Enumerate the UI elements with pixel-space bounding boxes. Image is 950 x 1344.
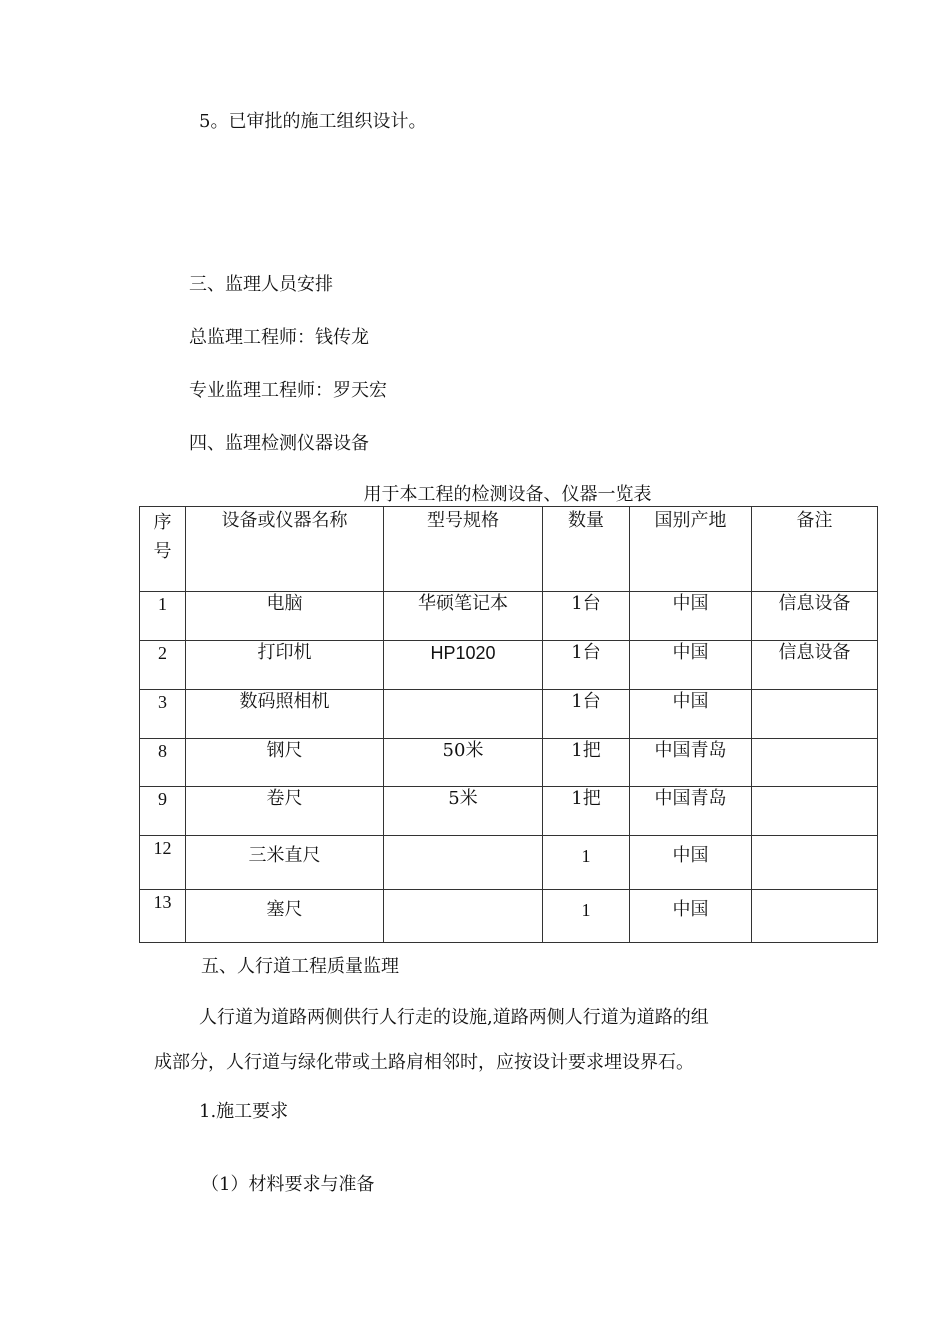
cell-name: 三米直尺 (186, 836, 384, 890)
paragraph-line-1: 人行道为道路两侧供行人行走的设施,道路两侧人行道为道路的组 (199, 1007, 709, 1028)
cell-origin: 中国 (630, 592, 752, 641)
header-origin: 国别产地 (630, 507, 752, 592)
cell-seq: 12 (140, 836, 186, 890)
cell-name: 电脑 (186, 592, 384, 641)
table-row (140, 641, 878, 690)
cell-seq: 9 (140, 787, 186, 836)
table-row (140, 739, 878, 787)
top-list-item: 5。已审批的施工组织设计。 (199, 111, 427, 132)
list-item-materials: （1）材料要求与准备 (201, 1174, 375, 1195)
cell-name: 打印机 (186, 641, 384, 690)
cell-seq: 8 (140, 739, 186, 787)
header-seq (140, 507, 186, 592)
equipment-table (139, 506, 878, 943)
cell-note (752, 739, 878, 787)
cell-qty: 1台 (543, 592, 630, 641)
cell-origin: 中国青岛 (630, 739, 752, 787)
cell-qty: 1把 (543, 787, 630, 836)
paragraph-line-2: 成部分，人行道与绿化带或土路肩相邻时，应按设计要求埋设界石。 (154, 1052, 694, 1073)
cell-origin: 中国 (630, 836, 752, 890)
cell-note (752, 787, 878, 836)
cell-model: 5米 (384, 787, 543, 836)
cell-origin: 中国 (630, 641, 752, 690)
cell-qty: 1台 (543, 641, 630, 690)
header-seq-line2: 号 (153, 540, 172, 562)
cell-origin: 中国 (630, 890, 752, 943)
table-row (140, 787, 878, 836)
table-caption: 用于本工程的检测设备、仪器一览表 (363, 484, 652, 505)
cell-seq: 1 (140, 592, 186, 641)
subheading-construction-requirements: 1.施工要求 (199, 1101, 289, 1122)
cell-name: 钢尺 (186, 739, 384, 787)
cell-model: 华硕笔记本 (384, 592, 543, 641)
table-header-row (140, 507, 878, 592)
cell-origin: 中国青岛 (630, 787, 752, 836)
cell-note (752, 890, 878, 943)
cell-note: 信息设备 (752, 592, 878, 641)
table-row (140, 690, 878, 739)
cell-model: HP1020 (384, 641, 543, 690)
cell-seq: 13 (140, 890, 186, 943)
header-note: 备注 (752, 507, 878, 592)
header-qty: 数量 (543, 507, 630, 592)
chief-supervisor: 总监理工程师：钱传龙 (189, 327, 369, 348)
header-name: 设备或仪器名称 (186, 507, 384, 592)
cell-note (752, 690, 878, 739)
cell-origin: 中国 (630, 690, 752, 739)
specialist-supervisor: 专业监理工程师：罗天宏 (189, 380, 387, 401)
cell-note: 信息设备 (752, 641, 878, 690)
cell-qty: 1台 (543, 690, 630, 739)
table-row (140, 890, 878, 943)
cell-qty: 1 (543, 890, 630, 943)
cell-model (384, 890, 543, 943)
header-seq-line1: 序 (153, 512, 172, 533)
cell-name: 卷尺 (186, 787, 384, 836)
cell-model (384, 836, 543, 890)
cell-name: 数码照相机 (186, 690, 384, 739)
cell-seq: 2 (140, 641, 186, 690)
cell-qty: 1 (543, 836, 630, 890)
cell-model (384, 690, 543, 739)
cell-model: 50米 (384, 739, 543, 787)
cell-note (752, 836, 878, 890)
section-3-heading: 三、监理人员安排 (189, 274, 333, 295)
section-5-heading: 五、人行道工程质量监理 (201, 956, 399, 977)
table-row (140, 836, 878, 890)
cell-qty: 1把 (543, 739, 630, 787)
cell-name: 塞尺 (186, 890, 384, 943)
table-row (140, 592, 878, 641)
section-4-heading: 四、监理检测仪器设备 (189, 433, 369, 454)
header-model: 型号规格 (384, 507, 543, 592)
cell-seq: 3 (140, 690, 186, 739)
